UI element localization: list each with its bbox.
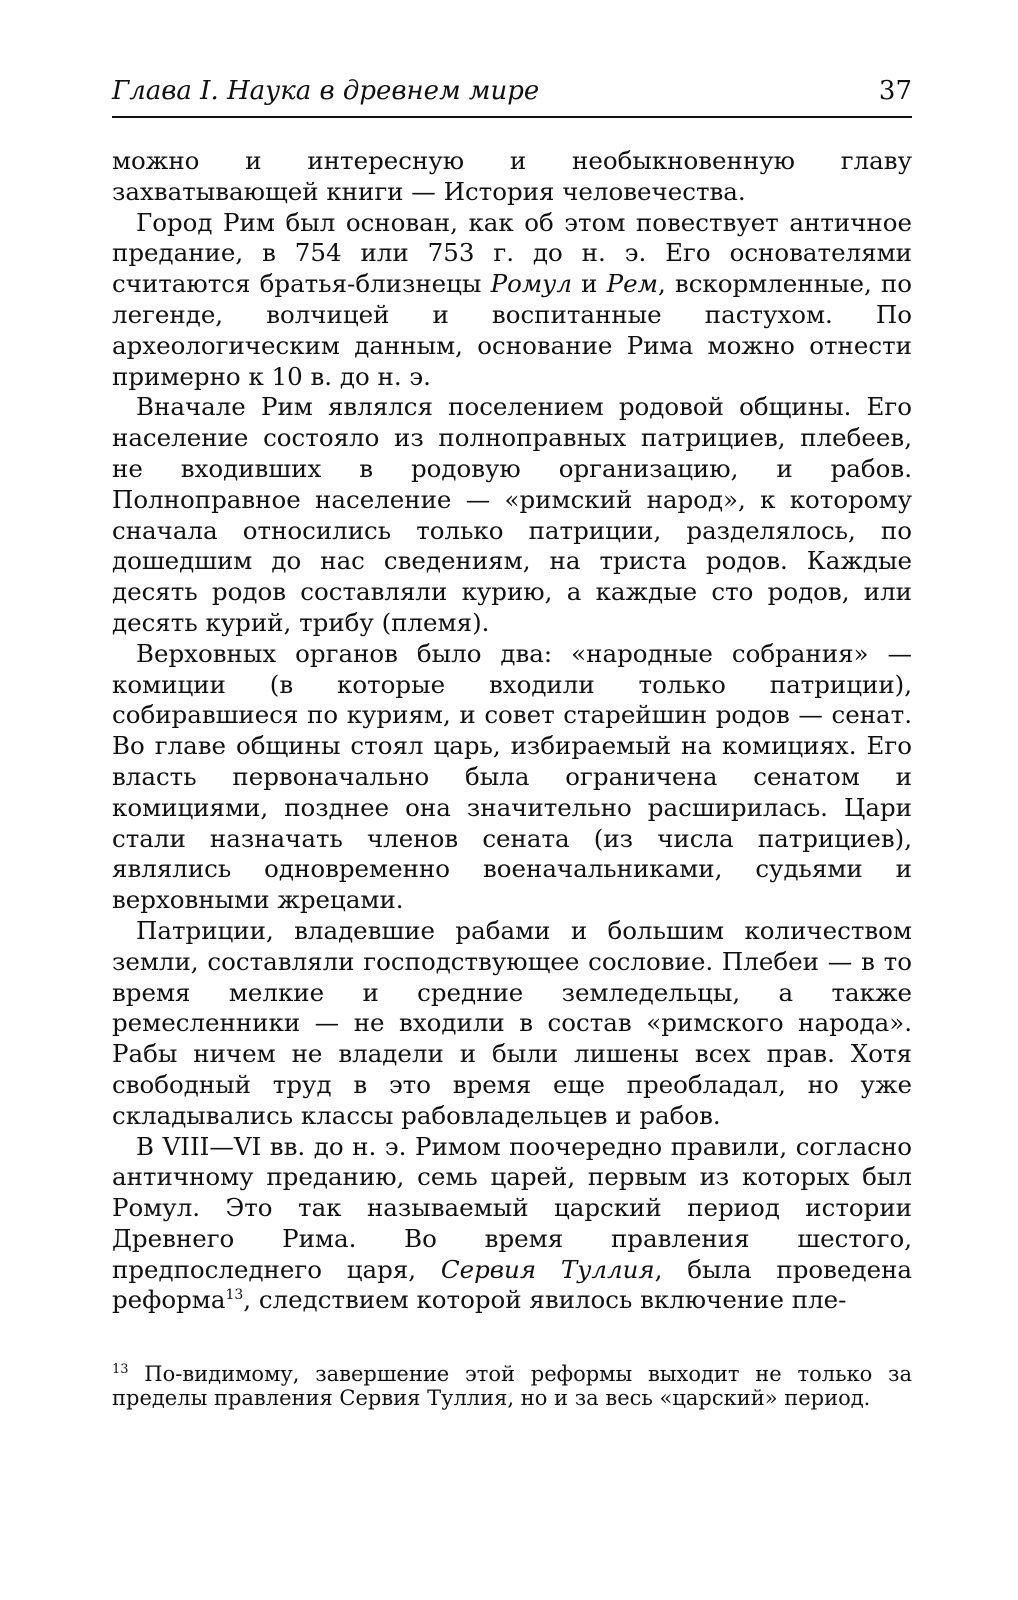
paragraph-text: Верховных органов было два: «народные собрания» — комиции (в которые входили только патриции), собиравшиеся по куриям, и совет старейшин родов — сенат. Во главе общины стоял царь, избираемый на комициях. Его власть первоначально была ограничена сенатом и комициями, позднее она значительно расширилась. Цари стали назначать членов сената (из числа патрициев), являлись одновременно военачальниками, судьями и верховными жрецами. <box>112 638 912 915</box>
name-remus: Рем <box>606 269 658 299</box>
paragraph-kings-period <box>112 1132 912 1317</box>
main-text <box>112 146 912 1316</box>
paragraph-text: , была проведена реформа <box>112 1254 912 1315</box>
paragraph-text: , следствием которой явилось включение пле- <box>243 1285 847 1315</box>
paragraph-continuation <box>112 146 912 208</box>
paragraph-rome-founding <box>112 208 912 393</box>
chapter-title: Глава I. Наука в древнем мире <box>112 76 540 106</box>
paragraph-text: Патриции, владевшие рабами и большим количеством земли, составляли господствующее сословие. Плебеи — в то время мелкие и средние земледельцы, а также ремесленники — не входили в состав «римского народа». Рабы ничем не владели и были лишены всех прав. Хотя свободный труд в это время еще преобладал, но уже складывались классы рабовладельцев и рабов. <box>112 915 912 1130</box>
paragraph-clan-community <box>112 392 912 638</box>
running-header <box>112 70 912 106</box>
book-page <box>112 70 912 1410</box>
footnote <box>112 1362 912 1410</box>
paragraph-text: можно и интересную и необыкновенную главу захватывающей книги — История человечества. <box>112 146 912 206</box>
paragraph-text: Город Рим был основан, как об этом повествует античное предание, в 754 или 753 г. до н. э. Его основателями считаются братья-близнецы <box>112 207 912 299</box>
paragraph-text: В VIII—VI вв. до н. э. Римом поочередно правили, согласно античному преданию, семь царей, первым из которых был Ромул. Это так называемый царский период истории Древнего Рима. Во время правления шестого, предпоследнего царя, <box>112 1131 912 1284</box>
paragraph-text: и <box>571 269 607 299</box>
header-rule <box>112 116 912 118</box>
paragraph-text: Вначале Рим являлся поселением родовой общины. Его население состояло из полноправных патрициев, плебеев, не входивших в родовую организацию, и рабов. Полноправное население — «римский народ», к которому сначала относились только патриции, разделялось, по дошедшим до нас сведениям, на триста родов. Каждые десять родов составляли курию, а каждые сто родов, или десять курий, трибу (племя). <box>112 392 912 637</box>
paragraph-text: , вскормленные, по легенде, волчицей и воспитанные пастухом. По археологическим данным, основание Рима можно отнести примерно к 10 в. до н. э. <box>112 269 912 391</box>
paragraph-patricians <box>112 916 912 1132</box>
footnote-text: По-видимому, завершение этой реформы выходит не только за пределы правления Сервия Туллия, но и за весь «царский» период. <box>112 1362 912 1411</box>
name-romulus: Ромул <box>490 269 572 299</box>
footnote-reference: 13 <box>225 1287 244 1304</box>
footnote-mark: 13 <box>112 1362 129 1378</box>
paragraph-supreme-organs <box>112 639 912 916</box>
page-number: 37 <box>878 76 912 106</box>
name-servius-tullius: Сервия Туллия <box>440 1254 655 1284</box>
